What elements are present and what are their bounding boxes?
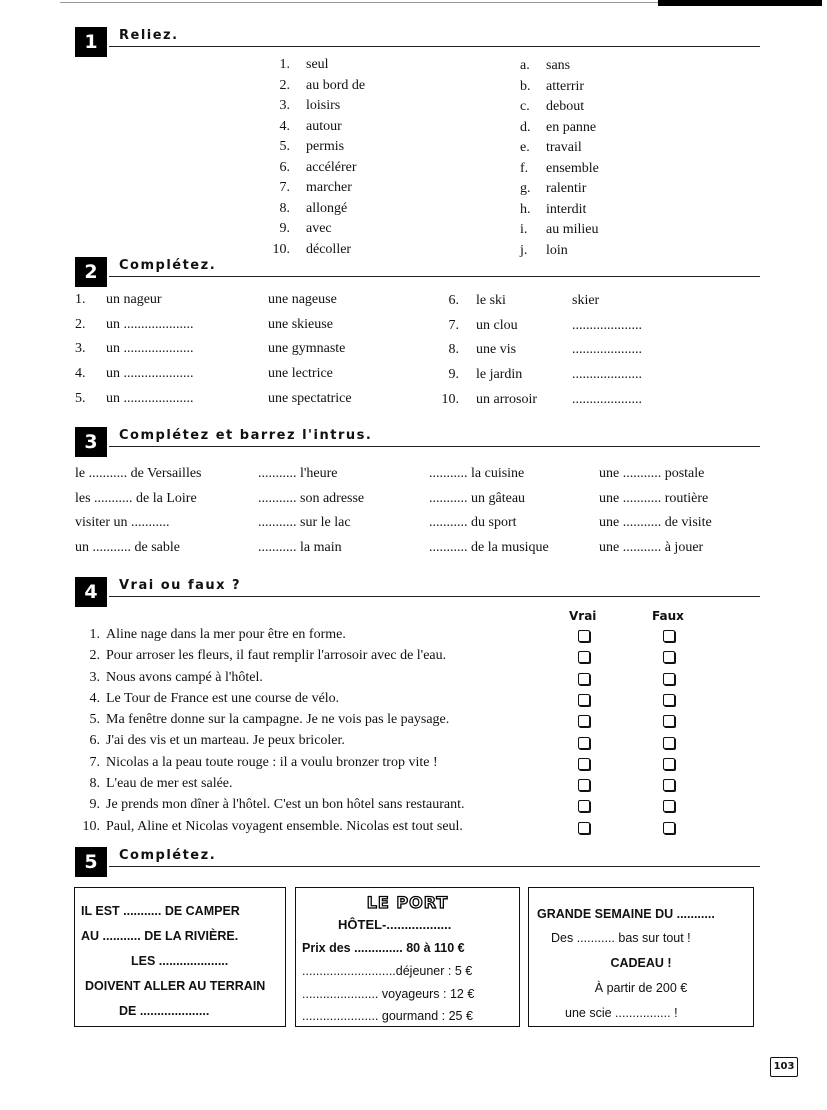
- complete-item: [435, 392, 755, 417]
- vrai-checkbox[interactable]: [578, 673, 590, 685]
- item-number: 8.: [89, 776, 100, 792]
- match-item: [520, 200, 599, 221]
- match-item: [262, 178, 365, 199]
- item-text: autour: [306, 118, 342, 134]
- statement-text: Paul, Aline et Nicolas voyagent ensemble. Nicolas est tout seul.: [106, 818, 463, 834]
- masculine-form: un ....................: [106, 390, 194, 406]
- item-number: 9.: [279, 221, 290, 236]
- item-text: en panne: [546, 119, 597, 135]
- match-item: [520, 159, 599, 180]
- hotel-logo: LE PORT: [366, 893, 449, 912]
- statement-text: Ma fenêtre donne sur la campagne. Je ne vois pas le paysage.: [106, 712, 450, 728]
- vrai-checkbox[interactable]: [578, 758, 590, 770]
- sign-line: DE ....................: [119, 1004, 210, 1018]
- sale-sign-box: [528, 887, 754, 1027]
- statement-item: [80, 797, 680, 818]
- vrai-checkbox[interactable]: [578, 737, 590, 749]
- intrus-grid: [75, 466, 765, 564]
- intrus-cell: une ........... à jouer: [599, 539, 704, 555]
- item-number: 3.: [279, 98, 290, 113]
- item-number: 2.: [75, 316, 86, 332]
- section-number: 4: [75, 577, 107, 607]
- item-number: 5.: [89, 712, 100, 728]
- noun-form: le ski: [476, 293, 506, 308]
- match-item: [520, 220, 599, 241]
- statement-item: [80, 712, 680, 733]
- intrus-cell: ........... de la musique: [429, 539, 549, 555]
- item-text: loisirs: [306, 98, 341, 113]
- item-number: 9.: [448, 367, 459, 383]
- top-black-bar: [658, 0, 822, 6]
- intrus-cell: ........... sur le lac: [258, 515, 351, 530]
- section-rule: [109, 46, 760, 47]
- match-right-list: [520, 56, 599, 261]
- faux-checkbox[interactable]: [663, 694, 675, 706]
- item-text: décoller: [306, 241, 352, 257]
- complete-item: [435, 342, 755, 367]
- section-title: Complétez et barrez l'intrus.: [119, 428, 373, 443]
- intrus-row: [75, 491, 765, 516]
- item-text: sans: [546, 58, 571, 73]
- masculine-form: un ....................: [106, 316, 194, 332]
- intrus-cell: une ........... postale: [599, 466, 705, 481]
- item-number: 8.: [279, 200, 290, 216]
- verb-form: ....................: [572, 391, 642, 407]
- match-item: [262, 55, 365, 76]
- sign-line: Des ........... bas sur tout !: [551, 931, 691, 945]
- intrus-row: [75, 515, 765, 540]
- section-1-header: [75, 27, 760, 57]
- match-item: [520, 56, 599, 77]
- item-text: ensemble: [546, 160, 599, 176]
- complete-item: [435, 367, 755, 392]
- hotel-sign-box: [295, 887, 520, 1027]
- sign-line: Prix des .............. 80 à 110 €: [302, 941, 465, 955]
- statement-text: Je prends mon dîner à l'hôtel. C'est un bon hôtel sans restaurant.: [106, 797, 465, 813]
- item-text: travail: [546, 140, 582, 155]
- faux-checkbox[interactable]: [663, 779, 675, 791]
- section-number: 1: [75, 27, 107, 57]
- vrai-column-header: Vrai: [569, 609, 597, 623]
- match-item: [262, 76, 365, 97]
- item-number: e.: [520, 140, 530, 155]
- statement-text: Pour arroser les fleurs, il faut remplir l'arrosoir avec de l'eau.: [106, 648, 447, 664]
- section-title: Complétez.: [119, 258, 217, 273]
- item-text: permis: [306, 139, 345, 154]
- item-number: j.: [520, 242, 528, 258]
- item-number: 4.: [279, 118, 290, 134]
- intrus-cell: les ........... de la Loire: [75, 490, 197, 506]
- noun-form: le jardin: [476, 367, 523, 383]
- statement-item: [80, 755, 680, 776]
- camping-sign-box: [74, 887, 286, 1027]
- item-number: h.: [520, 201, 531, 217]
- match-item: [520, 118, 599, 139]
- section-number: 2: [75, 257, 107, 287]
- item-number: 1.: [89, 627, 100, 642]
- sign-line: une scie ................ !: [565, 1006, 678, 1020]
- noun-form: un clou: [476, 317, 518, 333]
- intrus-cell: une ........... routière: [599, 490, 709, 506]
- statement-text: Nicolas a la peau toute rouge : il a voulu bronzer trop vite !: [106, 754, 438, 770]
- sign-line: ...........................déjeuner : 5 €: [302, 964, 473, 978]
- statement-item: [80, 648, 680, 669]
- match-item: [520, 97, 599, 118]
- vrai-checkbox[interactable]: [578, 800, 590, 812]
- vrai-checkbox[interactable]: [578, 651, 590, 663]
- match-item: [262, 219, 365, 240]
- item-number: 4.: [89, 690, 100, 706]
- sign-line: IL EST ........... DE CAMPER: [81, 904, 240, 918]
- section-number: 3: [75, 427, 107, 457]
- feminine-form: une lectrice: [268, 366, 333, 382]
- item-text: ralentir: [546, 181, 587, 196]
- item-number: 3.: [75, 341, 86, 357]
- vrai-checkbox[interactable]: [578, 630, 590, 642]
- item-number: 2.: [89, 648, 100, 664]
- item-text: seul: [306, 57, 329, 72]
- faux-checkbox[interactable]: [663, 630, 675, 642]
- section-5-header: [75, 847, 760, 877]
- complete-item: [75, 317, 435, 342]
- complete-item: [75, 366, 435, 391]
- verb-form: skier: [572, 293, 600, 308]
- sign-line: DOIVENT ALLER AU TERRAIN: [85, 979, 266, 993]
- true-false-list: [80, 627, 680, 840]
- complete-item: [75, 391, 435, 416]
- item-number: f.: [520, 160, 529, 176]
- top-rule: [60, 2, 658, 3]
- intrus-row: [75, 466, 765, 491]
- item-text: accélérer: [306, 159, 357, 175]
- item-text: marcher: [306, 180, 352, 195]
- item-number: 1.: [75, 292, 86, 307]
- verb-form: ....................: [572, 317, 642, 333]
- complete-item: [75, 341, 435, 366]
- intrus-cell: visiter un ...........: [75, 515, 170, 530]
- intrus-cell: ........... l'heure: [258, 466, 338, 481]
- section-number: 5: [75, 847, 107, 877]
- item-text: loin: [546, 242, 568, 258]
- statement-text: Le Tour de France est une course de vélo.: [106, 690, 340, 706]
- sign-line: ...................... voyageurs : 12 €: [302, 987, 475, 1001]
- item-number: a.: [520, 58, 530, 73]
- section-4-header: [75, 577, 760, 607]
- item-number: 1.: [279, 57, 290, 72]
- faux-checkbox[interactable]: [663, 737, 675, 749]
- faux-column-header: Faux: [652, 609, 684, 623]
- intrus-cell: un ........... de sable: [75, 539, 180, 555]
- item-number: 4.: [75, 366, 86, 382]
- verb-form: ....................: [572, 342, 642, 358]
- faux-checkbox[interactable]: [663, 651, 675, 663]
- statement-item: [80, 670, 680, 691]
- masculine-form: un ....................: [106, 366, 194, 382]
- item-number: i.: [520, 222, 528, 237]
- intrus-row: [75, 540, 765, 565]
- complete-left-list: [75, 292, 435, 415]
- section-rule: [109, 596, 760, 597]
- vrai-checkbox[interactable]: [578, 779, 590, 791]
- vrai-checkbox[interactable]: [578, 822, 590, 834]
- statement-text: J'ai des vis et un marteau. Je peux bricoler.: [106, 733, 345, 749]
- section-title: Reliez.: [119, 28, 179, 43]
- intrus-cell: ........... son adresse: [258, 490, 365, 506]
- item-text: allongé: [306, 200, 348, 216]
- match-item: [520, 138, 599, 159]
- item-number: 6.: [279, 159, 290, 175]
- item-number: c.: [520, 99, 530, 114]
- feminine-form: une skieuse: [268, 316, 333, 332]
- item-number: g.: [520, 181, 531, 196]
- item-number: 6.: [89, 733, 100, 749]
- statement-item: [80, 819, 680, 840]
- statement-item: [80, 691, 680, 712]
- statement-text: Aline nage dans la mer pour être en forme.: [106, 627, 346, 642]
- vrai-checkbox[interactable]: [578, 694, 590, 706]
- statement-item: [80, 776, 680, 797]
- vrai-checkbox[interactable]: [578, 715, 590, 727]
- sign-line: LES ....................: [131, 954, 229, 968]
- feminine-form: une gymnaste: [268, 341, 346, 357]
- faux-checkbox[interactable]: [663, 758, 675, 770]
- feminine-form: une nageuse: [268, 292, 337, 307]
- section-rule: [109, 276, 760, 277]
- match-item: [262, 199, 365, 220]
- match-item: [520, 179, 599, 200]
- item-number: 6.: [448, 293, 459, 308]
- intrus-cell: ........... du sport: [429, 515, 517, 530]
- section-title: Complétez.: [119, 848, 217, 863]
- item-number: 10.: [272, 241, 290, 257]
- intrus-cell: ........... la cuisine: [429, 466, 525, 481]
- feminine-form: une spectatrice: [268, 390, 352, 406]
- item-text: avec: [306, 221, 332, 236]
- match-item: [520, 77, 599, 98]
- intrus-cell: une ........... de visite: [599, 515, 712, 530]
- item-text: debout: [546, 99, 585, 114]
- faux-checkbox[interactable]: [663, 800, 675, 812]
- section-3-header: [75, 427, 760, 457]
- statement-text: L'eau de mer est salée.: [106, 776, 233, 792]
- item-number: 9.: [89, 797, 100, 813]
- faux-checkbox[interactable]: [663, 673, 675, 685]
- sign-line: AU ........... DE LA RIVIÈRE.: [81, 929, 239, 943]
- match-item: [262, 158, 365, 179]
- complete-item: [75, 292, 435, 317]
- item-text: au milieu: [546, 222, 599, 237]
- complete-item: [435, 293, 755, 318]
- item-text: au bord de: [306, 77, 366, 93]
- statement-item: [80, 627, 680, 648]
- match-left-list: [262, 55, 365, 260]
- section-rule: [109, 866, 760, 867]
- noun-form: un arrosoir: [476, 391, 538, 407]
- section-rule: [109, 446, 760, 447]
- item-number: 5.: [279, 139, 290, 154]
- intrus-cell: ........... un gâteau: [429, 490, 526, 506]
- item-number: 2.: [279, 77, 290, 93]
- complete-item: [435, 318, 755, 343]
- section-2-header: [75, 257, 760, 287]
- complete-right-list: [435, 293, 755, 416]
- item-text: interdit: [546, 201, 587, 217]
- item-number: 5.: [75, 390, 86, 406]
- statement-item: [80, 733, 680, 754]
- section-title: Vrai ou faux ?: [119, 578, 242, 593]
- verb-form: ....................: [572, 367, 642, 383]
- sign-line: À partir de 200 €: [594, 981, 688, 995]
- intrus-cell: le ........... de Versailles: [75, 466, 202, 481]
- item-number: 7.: [279, 180, 290, 195]
- faux-checkbox[interactable]: [663, 822, 675, 834]
- masculine-form: un nageur: [106, 292, 162, 307]
- faux-checkbox[interactable]: [663, 715, 675, 727]
- item-number: b.: [520, 78, 531, 94]
- item-number: 3.: [89, 669, 100, 685]
- item-number: d.: [520, 119, 531, 135]
- masculine-form: un ....................: [106, 341, 194, 357]
- item-number: 8.: [448, 342, 459, 358]
- match-item: [262, 137, 365, 158]
- sign-line: HÔTEL-..................: [338, 917, 452, 932]
- statement-text: Nous avons campé à l'hôtel.: [106, 669, 263, 685]
- item-number: 7.: [89, 754, 100, 770]
- item-number: 7.: [448, 317, 459, 333]
- intrus-cell: ........... la main: [258, 539, 342, 555]
- match-item: [262, 117, 365, 138]
- item-text: atterrir: [546, 78, 585, 94]
- sign-line: ...................... gourmand : 25 €: [302, 1009, 473, 1023]
- item-number: 10.: [82, 818, 100, 834]
- noun-form: une vis: [476, 342, 517, 358]
- item-number: 10.: [441, 391, 459, 407]
- sign-line: GRANDE SEMAINE DU ...........: [537, 907, 715, 921]
- match-item: [262, 96, 365, 117]
- sign-line: CADEAU !: [610, 956, 672, 970]
- page-number: 103: [770, 1057, 798, 1077]
